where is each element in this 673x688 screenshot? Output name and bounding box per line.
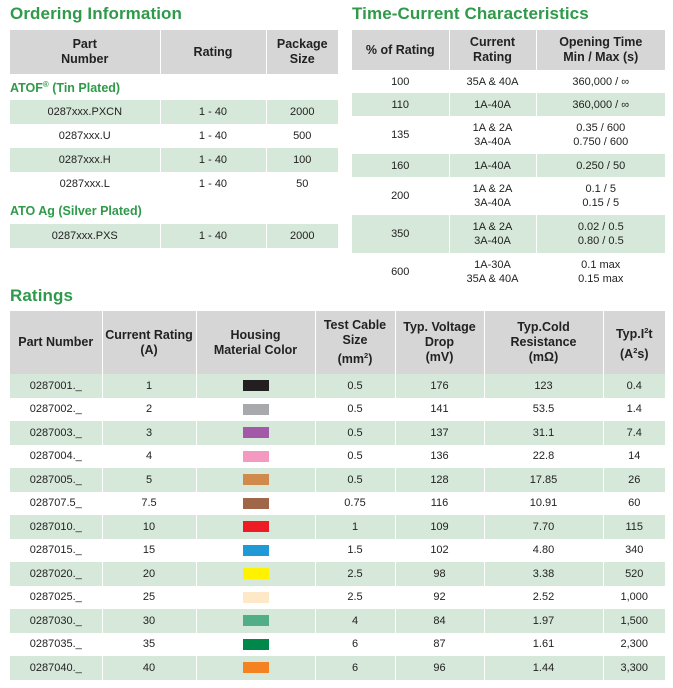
voltage-drop-cell: 84 <box>395 609 484 633</box>
table-row <box>10 124 338 148</box>
part-number-cell: 0287xxx.U <box>10 124 160 148</box>
table-row <box>10 492 665 516</box>
voltage-drop-cell: 137 <box>395 421 484 445</box>
color-swatch <box>243 615 269 626</box>
resistance-cell: 123 <box>484 374 603 398</box>
voltage-drop-cell: 176 <box>395 374 484 398</box>
resistance-cell: 2.52 <box>484 586 603 610</box>
part-number-cell: 028707.5_ <box>10 492 102 516</box>
resistance-cell: 53.5 <box>484 398 603 422</box>
color-swatch <box>243 521 269 532</box>
test-cable-cell: 0.5 <box>315 468 395 492</box>
current-rating-cell: 40 <box>102 656 196 680</box>
ordering-table-header <box>10 30 338 74</box>
voltage-drop-cell: 96 <box>395 656 484 680</box>
current-rating-cell: 35 <box>102 633 196 657</box>
current-rating-cell: 1A & 2A 3A-40A <box>449 177 536 215</box>
col-part-number: Part Number <box>10 311 102 374</box>
resistance-cell: 22.8 <box>484 445 603 469</box>
test-cable-cell: 2.5 <box>315 562 395 586</box>
package-size-cell: 500 <box>266 124 338 148</box>
timecurrent-table <box>352 30 665 291</box>
color-swatch <box>243 380 269 391</box>
opening-time-cell: 0.35 / 600 0.750 / 600 <box>536 116 665 154</box>
package-size-cell: 100 <box>266 148 338 172</box>
color-swatch <box>243 545 269 556</box>
housing-color-cell <box>196 539 315 563</box>
color-swatch <box>243 451 269 462</box>
housing-color-cell <box>196 468 315 492</box>
part-number-cell: 0287xxx.PXCN <box>10 100 160 124</box>
current-rating-cell: 1A & 2A 3A-40A <box>449 215 536 253</box>
pct-rating-cell: 350 <box>352 215 449 253</box>
i2t-cell: 115 <box>603 515 665 539</box>
current-rating-cell: 1A & 2A 3A-40A <box>449 116 536 154</box>
col-pct-rating: % of Rating <box>352 30 449 70</box>
atoag-subhead: ATO Ag (Silver Plated) <box>10 204 142 218</box>
table-row <box>10 172 338 196</box>
color-swatch <box>243 662 269 673</box>
color-swatch <box>243 427 269 438</box>
current-rating-cell: 1 <box>102 374 196 398</box>
table-row <box>10 398 665 422</box>
part-number-cell: 0287003._ <box>10 421 102 445</box>
timecurrent-title: Time-Current Characteristics <box>352 4 589 23</box>
table-row <box>352 215 665 253</box>
resistance-cell: 31.1 <box>484 421 603 445</box>
i2t-cell: 26 <box>603 468 665 492</box>
test-cable-cell: 0.75 <box>315 492 395 516</box>
current-rating-cell: 5 <box>102 468 196 492</box>
table-row <box>352 253 665 291</box>
i2t-cell: 1.4 <box>603 398 665 422</box>
table-row <box>10 374 665 398</box>
table-row <box>352 154 665 177</box>
resistance-cell: 4.80 <box>484 539 603 563</box>
package-size-cell: 2000 <box>266 224 338 248</box>
current-rating-cell: 4 <box>102 445 196 469</box>
package-size-cell: 2000 <box>266 100 338 124</box>
current-rating-cell: 1A-40A <box>449 154 536 177</box>
pct-rating-cell: 600 <box>352 253 449 291</box>
table-row <box>10 148 338 172</box>
table-row <box>10 445 665 469</box>
rating-cell: 1 - 40 <box>160 124 266 148</box>
pct-rating-cell: 160 <box>352 154 449 177</box>
current-rating-cell: 10 <box>102 515 196 539</box>
test-cable-cell: 1.5 <box>315 539 395 563</box>
color-swatch <box>243 592 269 603</box>
housing-color-cell <box>196 586 315 610</box>
i2t-cell: 14 <box>603 445 665 469</box>
atof-subhead: ATOF® (Tin Plated) <box>10 80 121 96</box>
table-row <box>352 70 665 93</box>
col-voltage-drop: Typ. Voltage Drop (mV) <box>395 311 484 374</box>
ratings-title: Ratings <box>10 286 74 305</box>
col-current-rating: Current Rating <box>449 30 536 70</box>
part-number-cell: 0287040._ <box>10 656 102 680</box>
part-number-cell: 0287030._ <box>10 609 102 633</box>
pct-rating-cell: 200 <box>352 177 449 215</box>
voltage-drop-cell: 98 <box>395 562 484 586</box>
voltage-drop-cell: 141 <box>395 398 484 422</box>
table-row <box>10 633 665 657</box>
part-number-cell: 0287002._ <box>10 398 102 422</box>
opening-time-cell: 360,000 / ∞ <box>536 70 665 93</box>
current-rating-cell: 30 <box>102 609 196 633</box>
i2t-cell: 0.4 <box>603 374 665 398</box>
i2t-cell: 7.4 <box>603 421 665 445</box>
ordering-title: Ordering Information <box>10 4 182 23</box>
package-size-cell: 50 <box>266 172 338 196</box>
part-number-cell: 0287015._ <box>10 539 102 563</box>
test-cable-cell: 0.5 <box>315 398 395 422</box>
current-rating-cell: 7.5 <box>102 492 196 516</box>
pct-rating-cell: 135 <box>352 116 449 154</box>
test-cable-cell: 2.5 <box>315 586 395 610</box>
color-swatch <box>243 474 269 485</box>
col-opening-time: Opening Time Min / Max (s) <box>536 30 665 70</box>
resistance-cell: 3.38 <box>484 562 603 586</box>
current-rating-cell: 15 <box>102 539 196 563</box>
part-number-cell: 0287035._ <box>10 633 102 657</box>
resistance-cell: 10.91 <box>484 492 603 516</box>
housing-color-cell <box>196 515 315 539</box>
col-resistance: Typ.Cold Resistance (mΩ) <box>484 311 603 374</box>
table-row <box>10 609 665 633</box>
atof-table <box>10 100 338 196</box>
current-rating-cell: 2 <box>102 398 196 422</box>
part-number-cell: 0287xxx.H <box>10 148 160 172</box>
test-cable-cell: 0.5 <box>315 445 395 469</box>
col-current-rating: Current Rating (A) <box>102 311 196 374</box>
opening-time-cell: 0.1 / 5 0.15 / 5 <box>536 177 665 215</box>
housing-color-cell <box>196 421 315 445</box>
current-rating-cell: 1A-40A <box>449 93 536 116</box>
current-rating-cell: 35A & 40A <box>449 70 536 93</box>
housing-color-cell <box>196 374 315 398</box>
part-number-cell: 0287004._ <box>10 445 102 469</box>
part-number-cell: 0287xxx.PXS <box>10 224 160 248</box>
color-swatch <box>243 404 269 415</box>
col-part-number: Part Number <box>10 30 160 74</box>
opening-time-cell: 360,000 / ∞ <box>536 93 665 116</box>
opening-time-cell: 0.250 / 50 <box>536 154 665 177</box>
test-cable-cell: 0.5 <box>315 374 395 398</box>
col-test-cable: Test Cable Size $(mm^2)$ <box>315 311 395 374</box>
rating-cell: 1 - 40 <box>160 224 266 248</box>
test-cable-cell: 4 <box>315 609 395 633</box>
test-cable-cell: 6 <box>315 656 395 680</box>
table-row <box>10 586 665 610</box>
col-housing-color: Housing Material Color <box>196 311 315 374</box>
housing-color-cell <box>196 633 315 657</box>
opening-time-cell: 0.02 / 0.5 0.80 / 0.5 <box>536 215 665 253</box>
voltage-drop-cell: 116 <box>395 492 484 516</box>
rating-cell: 1 - 40 <box>160 148 266 172</box>
voltage-drop-cell: 109 <box>395 515 484 539</box>
i2t-cell: 3,300 <box>603 656 665 680</box>
table-row <box>352 93 665 116</box>
current-rating-cell: 20 <box>102 562 196 586</box>
part-number-cell: 0287025._ <box>10 586 102 610</box>
housing-color-cell <box>196 656 315 680</box>
resistance-cell: 1.97 <box>484 609 603 633</box>
part-number-cell: 0287005._ <box>10 468 102 492</box>
ratings-table <box>10 311 665 680</box>
voltage-drop-cell: 102 <box>395 539 484 563</box>
housing-color-cell <box>196 562 315 586</box>
part-number-cell: 0287020._ <box>10 562 102 586</box>
col-i2t: $Typ.I^2t$ $(A^2s)$ <box>603 311 665 374</box>
table-row <box>352 177 665 215</box>
i2t-cell: 1,000 <box>603 586 665 610</box>
housing-color-cell <box>196 492 315 516</box>
current-rating-cell: 1A-30A 35A & 40A <box>449 253 536 291</box>
table-row <box>10 539 665 563</box>
table-row <box>10 468 665 492</box>
table-row <box>10 515 665 539</box>
resistance-cell: 17.85 <box>484 468 603 492</box>
rating-cell: 1 - 40 <box>160 172 266 196</box>
table-row <box>10 100 338 124</box>
resistance-cell: 1.44 <box>484 656 603 680</box>
col-package-size: Package Size <box>266 30 338 74</box>
table-row <box>10 224 338 248</box>
test-cable-cell: 0.5 <box>315 421 395 445</box>
table-row <box>10 421 665 445</box>
test-cable-cell: 6 <box>315 633 395 657</box>
voltage-drop-cell: 87 <box>395 633 484 657</box>
pct-rating-cell: 100 <box>352 70 449 93</box>
part-number-cell: 0287001._ <box>10 374 102 398</box>
i2t-cell: 340 <box>603 539 665 563</box>
resistance-cell: 1.61 <box>484 633 603 657</box>
table-row <box>352 116 665 154</box>
housing-color-cell <box>196 445 315 469</box>
opening-time-cell: 0.1 max 0.15 max <box>536 253 665 291</box>
housing-color-cell <box>196 609 315 633</box>
table-row <box>10 562 665 586</box>
current-rating-cell: 3 <box>102 421 196 445</box>
voltage-drop-cell: 136 <box>395 445 484 469</box>
i2t-cell: 1,500 <box>603 609 665 633</box>
current-rating-cell: 25 <box>102 586 196 610</box>
voltage-drop-cell: 92 <box>395 586 484 610</box>
part-number-cell: 0287010._ <box>10 515 102 539</box>
col-rating: Rating <box>160 30 266 74</box>
rating-cell: 1 - 40 <box>160 100 266 124</box>
test-cable-cell: 1 <box>315 515 395 539</box>
color-swatch <box>243 498 269 509</box>
color-swatch <box>243 639 269 650</box>
color-swatch <box>243 568 269 579</box>
housing-color-cell <box>196 398 315 422</box>
atoag-table <box>10 224 338 248</box>
voltage-drop-cell: 128 <box>395 468 484 492</box>
i2t-cell: 520 <box>603 562 665 586</box>
resistance-cell: 7.70 <box>484 515 603 539</box>
i2t-cell: 2,300 <box>603 633 665 657</box>
pct-rating-cell: 110 <box>352 93 449 116</box>
table-row <box>10 656 665 680</box>
part-number-cell: 0287xxx.L <box>10 172 160 196</box>
i2t-cell: 60 <box>603 492 665 516</box>
